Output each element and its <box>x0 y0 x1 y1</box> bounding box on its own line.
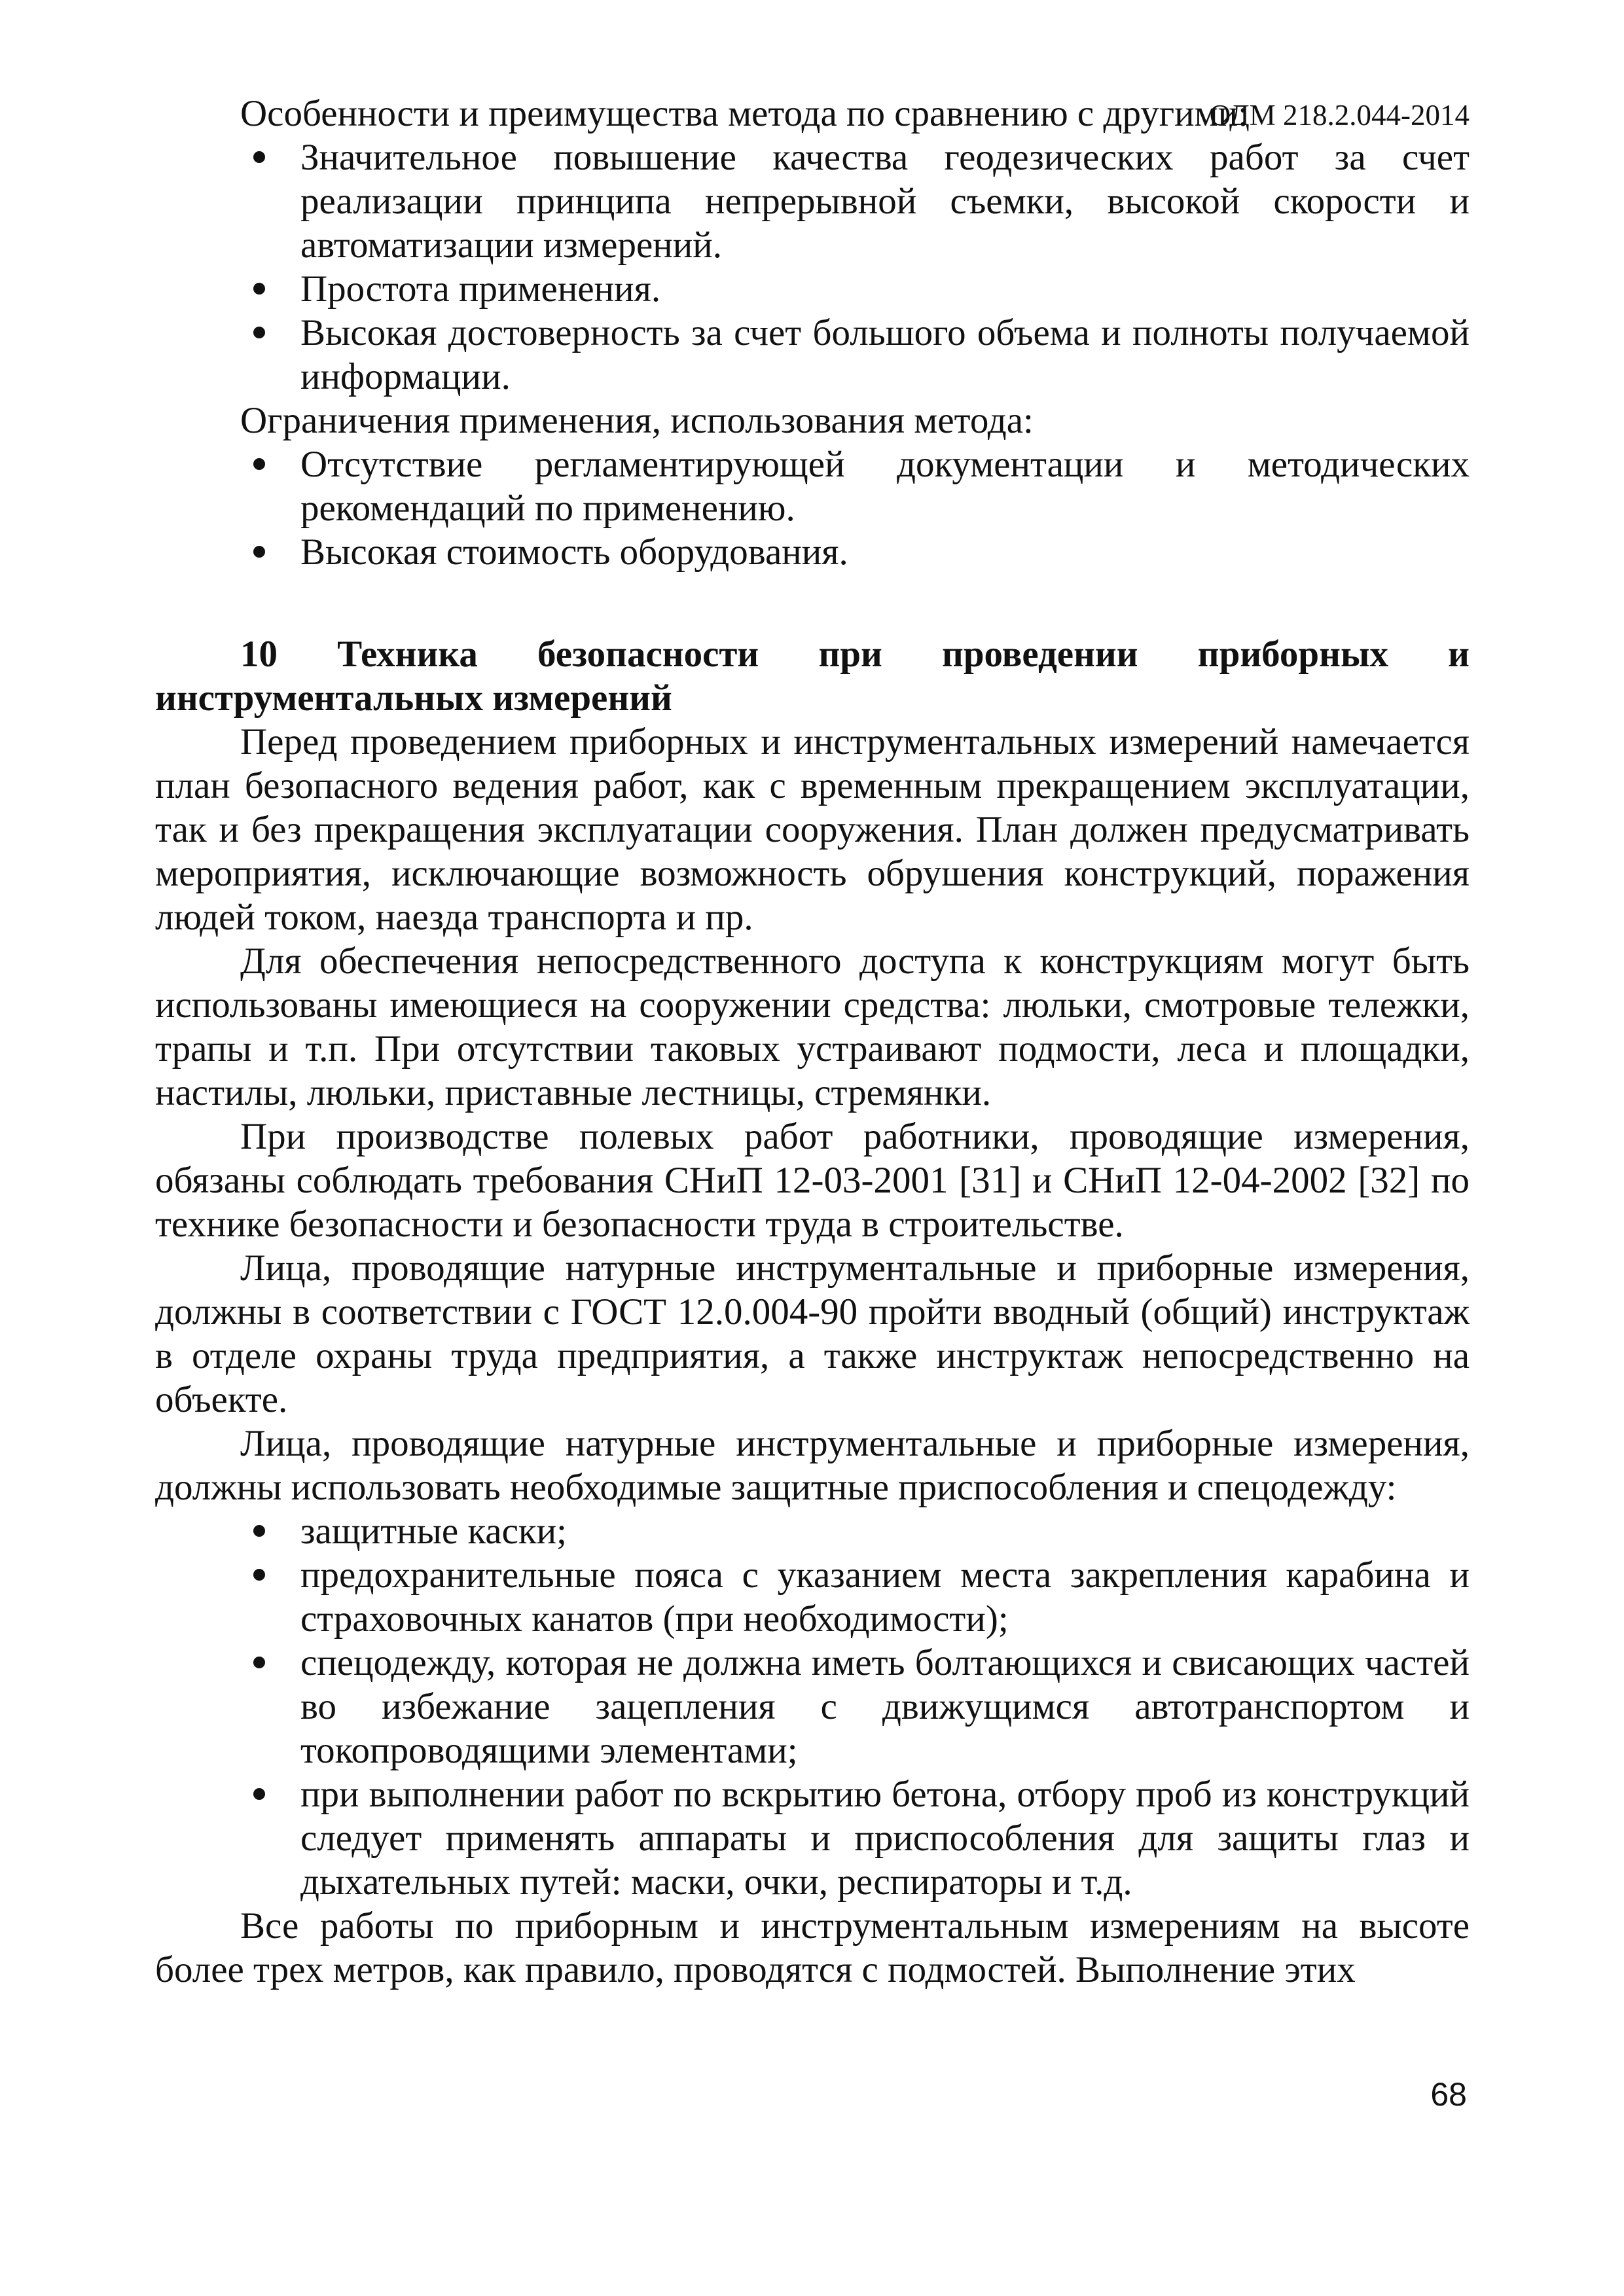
bullet-icon <box>253 1525 265 1537</box>
list-item-text: Простота применения. <box>300 268 661 310</box>
list-item <box>155 1772 1470 1904</box>
document-code: ОДМ 218.2.044-2014 <box>1209 99 1470 132</box>
list-item-text: защитные каски; <box>300 1511 567 1552</box>
list-item <box>155 1509 1470 1553</box>
page-number: 68 <box>1430 2076 1467 2113</box>
list-item <box>155 311 1470 399</box>
list-item-text: предохранительные пояса с указанием места закрепления карабина и страховочных канатов (при необходимости); <box>300 1554 1470 1640</box>
bullet-icon <box>253 1657 265 1668</box>
list-item <box>155 135 1470 267</box>
bullet-icon <box>253 283 265 295</box>
advantages-list <box>155 135 1470 399</box>
paragraph: При производстве полевых работ работники, проводящие измерения, обязаны соблюдать требования СНиП 12-03-2001 [31] и СНиП 12-04-2002 [32] по технике безопасности и безопасности труда в строительстве. <box>155 1116 1470 1245</box>
paragraph: Перед проведением приборных и инструментальных измерений намечается план безопасного ведения работ, как с временным прекращением эксплуатации, так и без прекращения эксплуатации сооружения. План должен предусматривать мероприятия, исключающие возможность обрушения конструкций, поражения людей током, наезда транспорта и пр. <box>155 721 1470 938</box>
bullet-icon <box>253 1569 265 1581</box>
bullet-icon <box>253 327 265 338</box>
limitations-list <box>155 442 1470 574</box>
list-item-text: при выполнении работ по вскрытию бетона, отбору проб из конструкций следует применять аппараты и приспособления для защиты глаз и дыхательных путей: маски, очки, респираторы и т.д. <box>300 1774 1470 1903</box>
list-item <box>155 267 1470 311</box>
list-item <box>155 442 1470 530</box>
equipment-list <box>155 1509 1470 1904</box>
list-item-text: Отсутствие регламентирующей документации и методических рекомендаций по применению. <box>300 444 1470 529</box>
paragraph: Лица, проводящие натурные инструментальные и приборные измерения, должны в соответствии с ГОСТ 12.0.004-90 пройти вводный (общий) инструктаж в отделе охраны труда предприятия, а также инструктаж непосредственно на объекте. <box>155 1247 1470 1420</box>
section-heading: 10 Техника безопасности при проведении приборных и инструментальных измерений <box>155 634 1470 719</box>
bullet-icon <box>253 151 265 163</box>
bullet-icon <box>253 458 265 470</box>
list-item <box>155 1553 1470 1641</box>
list-item <box>155 1641 1470 1772</box>
paragraph: Лица, проводящие натурные инструментальные и приборные измерения, должны использовать необходимые защитные приспособления и спецодежду: <box>155 1423 1470 1508</box>
bullet-icon <box>253 1788 265 1800</box>
list-item-text: Высокая стоимость оборудования. <box>300 531 848 573</box>
closing-paragraph: Все работы по приборным и инструментальным измерениям на высоте более трех метров, как правило, проводятся с подмостей. Выполнение этих <box>155 1905 1470 1990</box>
list-item-text: Высокая достоверность за счет большого объема и полноты получаемой информации. <box>300 312 1470 397</box>
advantages-intro: Особенности и преимущества метода по сравнению с другими: <box>240 93 1249 134</box>
limitations-intro: Ограничения применения, использования метода: <box>240 400 1034 441</box>
list-item-text: Значительное повышение качества геодезических работ за счет реализации принципа непрерывной съемки, высокой скорости и автоматизации измерений. <box>300 137 1470 266</box>
paragraph: Для обеспечения непосредственного доступа к конструкциям могут быть использованы имеющиеся на сооружении средства: люльки, смотровые тележки, трапы и т.п. При отсутствии таковых устраивают подмости, леса и площадки, настилы, люльки, приставные лестницы, стремянки. <box>155 941 1470 1113</box>
list-item-text: спецодежду, которая не должна иметь болтающихся и свисающих частей во избежание зацепления с движущимся автотранспортом и токопроводящими элементами; <box>300 1642 1470 1771</box>
list-item <box>155 530 1470 574</box>
bullet-icon <box>253 546 265 558</box>
page-body <box>155 92 1470 1992</box>
